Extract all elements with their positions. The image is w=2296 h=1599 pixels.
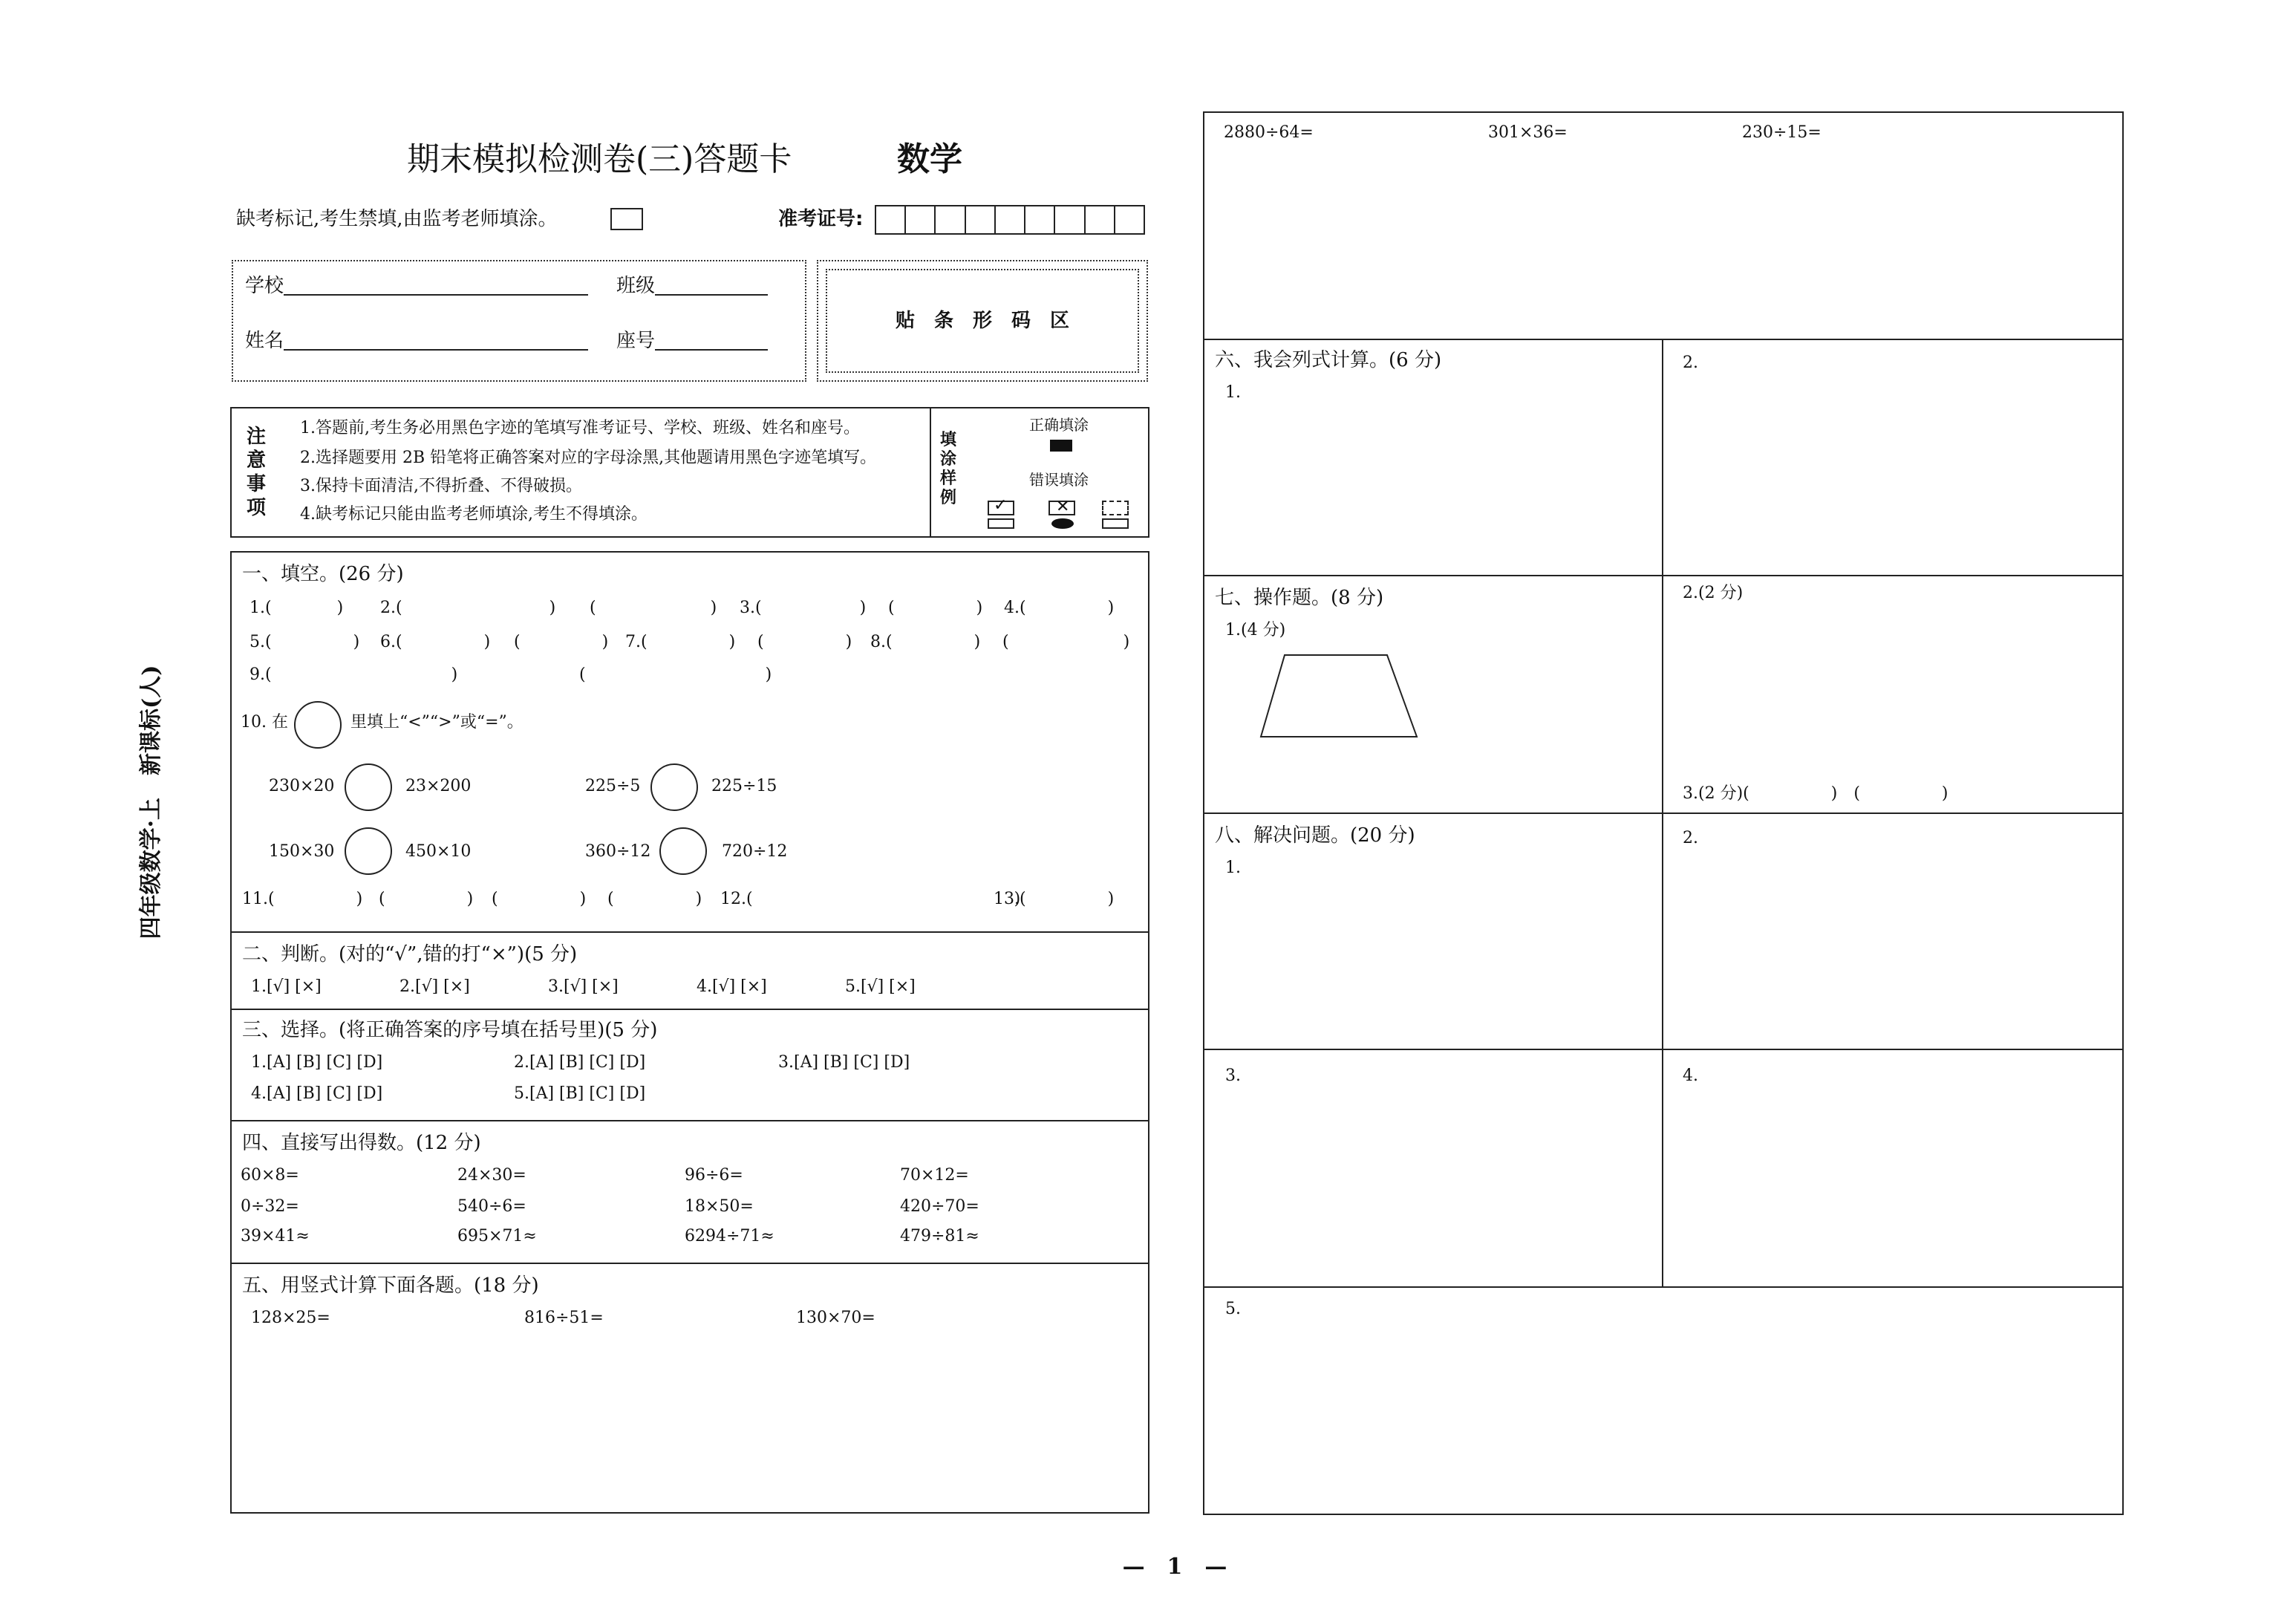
absent-checkbox[interactable]	[610, 208, 643, 230]
wrong-sample-half	[988, 518, 1014, 529]
section-1-title: 一、填空。(26 分)	[242, 563, 404, 585]
notes-heading: 注意事项	[247, 426, 267, 519]
compare-left: 225÷5	[585, 777, 641, 795]
oral-calc-item: 420÷70=	[900, 1197, 979, 1216]
page-title: 期末模拟检测卷(三)答题卡	[407, 140, 792, 178]
blank-item[interactable]: ( )	[492, 890, 587, 908]
name-label: 姓名	[245, 330, 284, 352]
oral-calc-item: 6294÷71≈	[685, 1227, 774, 1245]
blank-item[interactable]: ( )	[607, 890, 702, 908]
choice-option[interactable]: 4.[A] [B] [C] [D]	[251, 1084, 383, 1103]
judge-option[interactable]: 2.[√] [×]	[399, 977, 470, 996]
compare-left: 150×30	[269, 842, 335, 861]
correct-fill-label: 正确填涂	[1029, 416, 1089, 434]
fill-sample-label: 填涂样例	[940, 431, 957, 507]
exam-id-label: 准考证号:	[778, 208, 864, 230]
school-label: 学校	[245, 275, 284, 297]
blank-item[interactable]: ( )	[590, 599, 717, 617]
question-number[interactable]: 3.(2 分)( ) ( )	[1683, 784, 1948, 803]
compare-circle[interactable]	[345, 763, 392, 811]
blank-item[interactable]: 5.( )	[250, 633, 360, 651]
blank-item[interactable]: 11.( )	[242, 890, 363, 908]
blank-item[interactable]: 6.( )	[380, 633, 491, 651]
section-6-title: 六、我会列式计算。(6 分)	[1215, 349, 1442, 371]
blank-item[interactable]: 7.( )	[625, 633, 736, 651]
seat-field[interactable]	[616, 331, 768, 351]
side-label: 四年级数学·上 新课标(人)	[138, 665, 164, 939]
blank-item[interactable]: ( )	[379, 890, 474, 908]
wrong-sample-check: ✓	[988, 501, 1014, 515]
blank-item[interactable]: ( )	[1002, 633, 1130, 651]
oral-calc-item: 479÷81≈	[900, 1227, 979, 1245]
compare-right: 225÷15	[711, 777, 777, 795]
question-number: 5.	[1225, 1300, 1241, 1318]
blank-item[interactable]: ( )	[888, 599, 983, 617]
vertical-calc-item: 128×25=	[251, 1309, 330, 1327]
compare-circle[interactable]	[650, 763, 698, 811]
trapezoid-figure	[1255, 648, 1426, 743]
section-3-title: 三、选择。(将正确答案的序号填在括号里)(5 分)	[242, 1019, 658, 1041]
wrong-fill-label: 错误填涂	[1029, 471, 1089, 489]
question-number: 2.(2 分)	[1683, 584, 1744, 602]
blank-item[interactable]: 3.( )	[740, 599, 867, 617]
vertical-calc-item: 130×70=	[796, 1309, 875, 1327]
compare-circle[interactable]	[659, 827, 707, 875]
class-label: 班级	[616, 275, 656, 297]
judge-option[interactable]: 3.[√] [×]	[548, 977, 619, 996]
judge-option[interactable]: 4.[√] [×]	[697, 977, 767, 996]
section-5-title: 五、用竖式计算下面各题。(18 分)	[242, 1274, 539, 1297]
question-number: 1.	[1225, 383, 1241, 402]
question-number: 1.(4 分)	[1225, 621, 1286, 639]
note-item: 2.选择题要用 2B 铅笔将正确答案对应的字母涂黑,其他题请用黑色字迹笔填写。	[300, 449, 877, 467]
blank-item[interactable]: 2.( )	[380, 599, 556, 617]
choice-option[interactable]: 3.[A] [B] [C] [D]	[778, 1053, 910, 1072]
oral-calc-item: 695×71≈	[457, 1227, 537, 1245]
question-number: 2.	[1683, 354, 1698, 372]
compare-left: 360÷12	[585, 842, 651, 861]
blank-item[interactable]: ( )	[757, 633, 852, 651]
wrong-sample-slash	[1102, 501, 1129, 515]
seat-label: 座号	[616, 330, 656, 352]
wrong-sample-line	[1102, 518, 1129, 529]
oral-calc-item: 0÷32=	[241, 1197, 299, 1216]
oral-calc-item: 60×8=	[241, 1166, 299, 1185]
blank-item[interactable]: 4.( )	[1004, 599, 1115, 617]
note-item: 4.缺考标记只能由监考老师填涂,考生不得填涂。	[300, 505, 648, 524]
question-number: 3.	[1225, 1066, 1241, 1085]
q10-sample-circle	[294, 701, 342, 749]
blank-item[interactable]: 8.( )	[870, 633, 981, 651]
blank-item[interactable]: 9.( )	[250, 665, 458, 684]
blank-item[interactable]: 1.( )	[250, 599, 344, 617]
blank-item[interactable]: ( )	[579, 665, 772, 684]
blank-item[interactable]: ( )	[514, 633, 609, 651]
choice-option[interactable]: 2.[A] [B] [C] [D]	[514, 1053, 646, 1072]
page-number: — 1 —	[1122, 1554, 1227, 1580]
class-field[interactable]	[616, 276, 768, 296]
section-8-title: 八、解决问题。(20 分)	[1215, 824, 1415, 847]
oral-calc-item: 24×30=	[457, 1166, 526, 1185]
vertical-calc-item: 2880÷64=	[1224, 123, 1314, 142]
oral-calc-item: 39×41≈	[241, 1227, 310, 1245]
section-7-title: 七、操作题。(8 分)	[1215, 587, 1384, 609]
question-number: 2.	[1683, 829, 1698, 847]
wrong-sample-cross: ✕	[1048, 501, 1075, 515]
note-item: 1.答题前,考生务必用黑色字迹的笔填写准考证号、学校、班级、姓名和座号。	[300, 419, 860, 437]
absent-note: 缺考标记,考生禁填,由监考老师填涂。	[236, 208, 558, 230]
compare-left: 230×20	[269, 777, 335, 795]
question-number: 1.	[1225, 859, 1241, 877]
judge-option[interactable]: 5.[√] [×]	[845, 977, 916, 996]
q10-prefix: 10. 在	[241, 713, 288, 732]
compare-right: 23×200	[405, 777, 472, 795]
correct-fill-sample	[1050, 440, 1072, 452]
blank-item[interactable]: 12.( )	[720, 890, 1021, 908]
note-item: 3.保持卡面清洁,不得折叠、不得破损。	[300, 477, 582, 495]
compare-right: 720÷12	[722, 842, 788, 861]
judge-option[interactable]: 1.[√] [×]	[251, 977, 322, 996]
barcode-label: 贴 条 形 码 区	[895, 310, 1069, 332]
compare-circle[interactable]	[345, 827, 392, 875]
barcode-area	[826, 269, 1139, 373]
choice-option[interactable]: 1.[A] [B] [C] [D]	[251, 1053, 383, 1072]
q10-instruction: 里填上“<”“>”或“=”。	[350, 713, 524, 732]
subject-title: 数学	[897, 140, 962, 178]
section-4-title: 四、直接写出得数。(12 分)	[242, 1132, 481, 1154]
oral-calc-item: 96÷6=	[685, 1166, 743, 1185]
oral-calc-item: 70×12=	[900, 1166, 969, 1185]
name-field[interactable]	[245, 331, 588, 351]
vertical-calc-item: 301×36=	[1488, 123, 1568, 142]
blank-item[interactable]: 13.( )	[994, 890, 1115, 908]
vertical-calc-item: 230÷15=	[1742, 123, 1822, 142]
exam-id-boxes[interactable]	[875, 205, 1145, 235]
question-number: 4.	[1683, 1066, 1698, 1085]
section-2-title: 二、判断。(对的“√”,错的打“×”)(5 分)	[242, 943, 578, 965]
choice-option[interactable]: 5.[A] [B] [C] [D]	[514, 1084, 646, 1103]
vertical-calc-item: 816÷51=	[524, 1309, 604, 1327]
school-field[interactable]	[245, 276, 588, 296]
compare-right: 450×10	[405, 842, 472, 861]
oral-calc-item: 18×50=	[685, 1197, 754, 1216]
wrong-sample-dot	[1051, 518, 1074, 529]
oral-calc-item: 540÷6=	[457, 1197, 526, 1216]
